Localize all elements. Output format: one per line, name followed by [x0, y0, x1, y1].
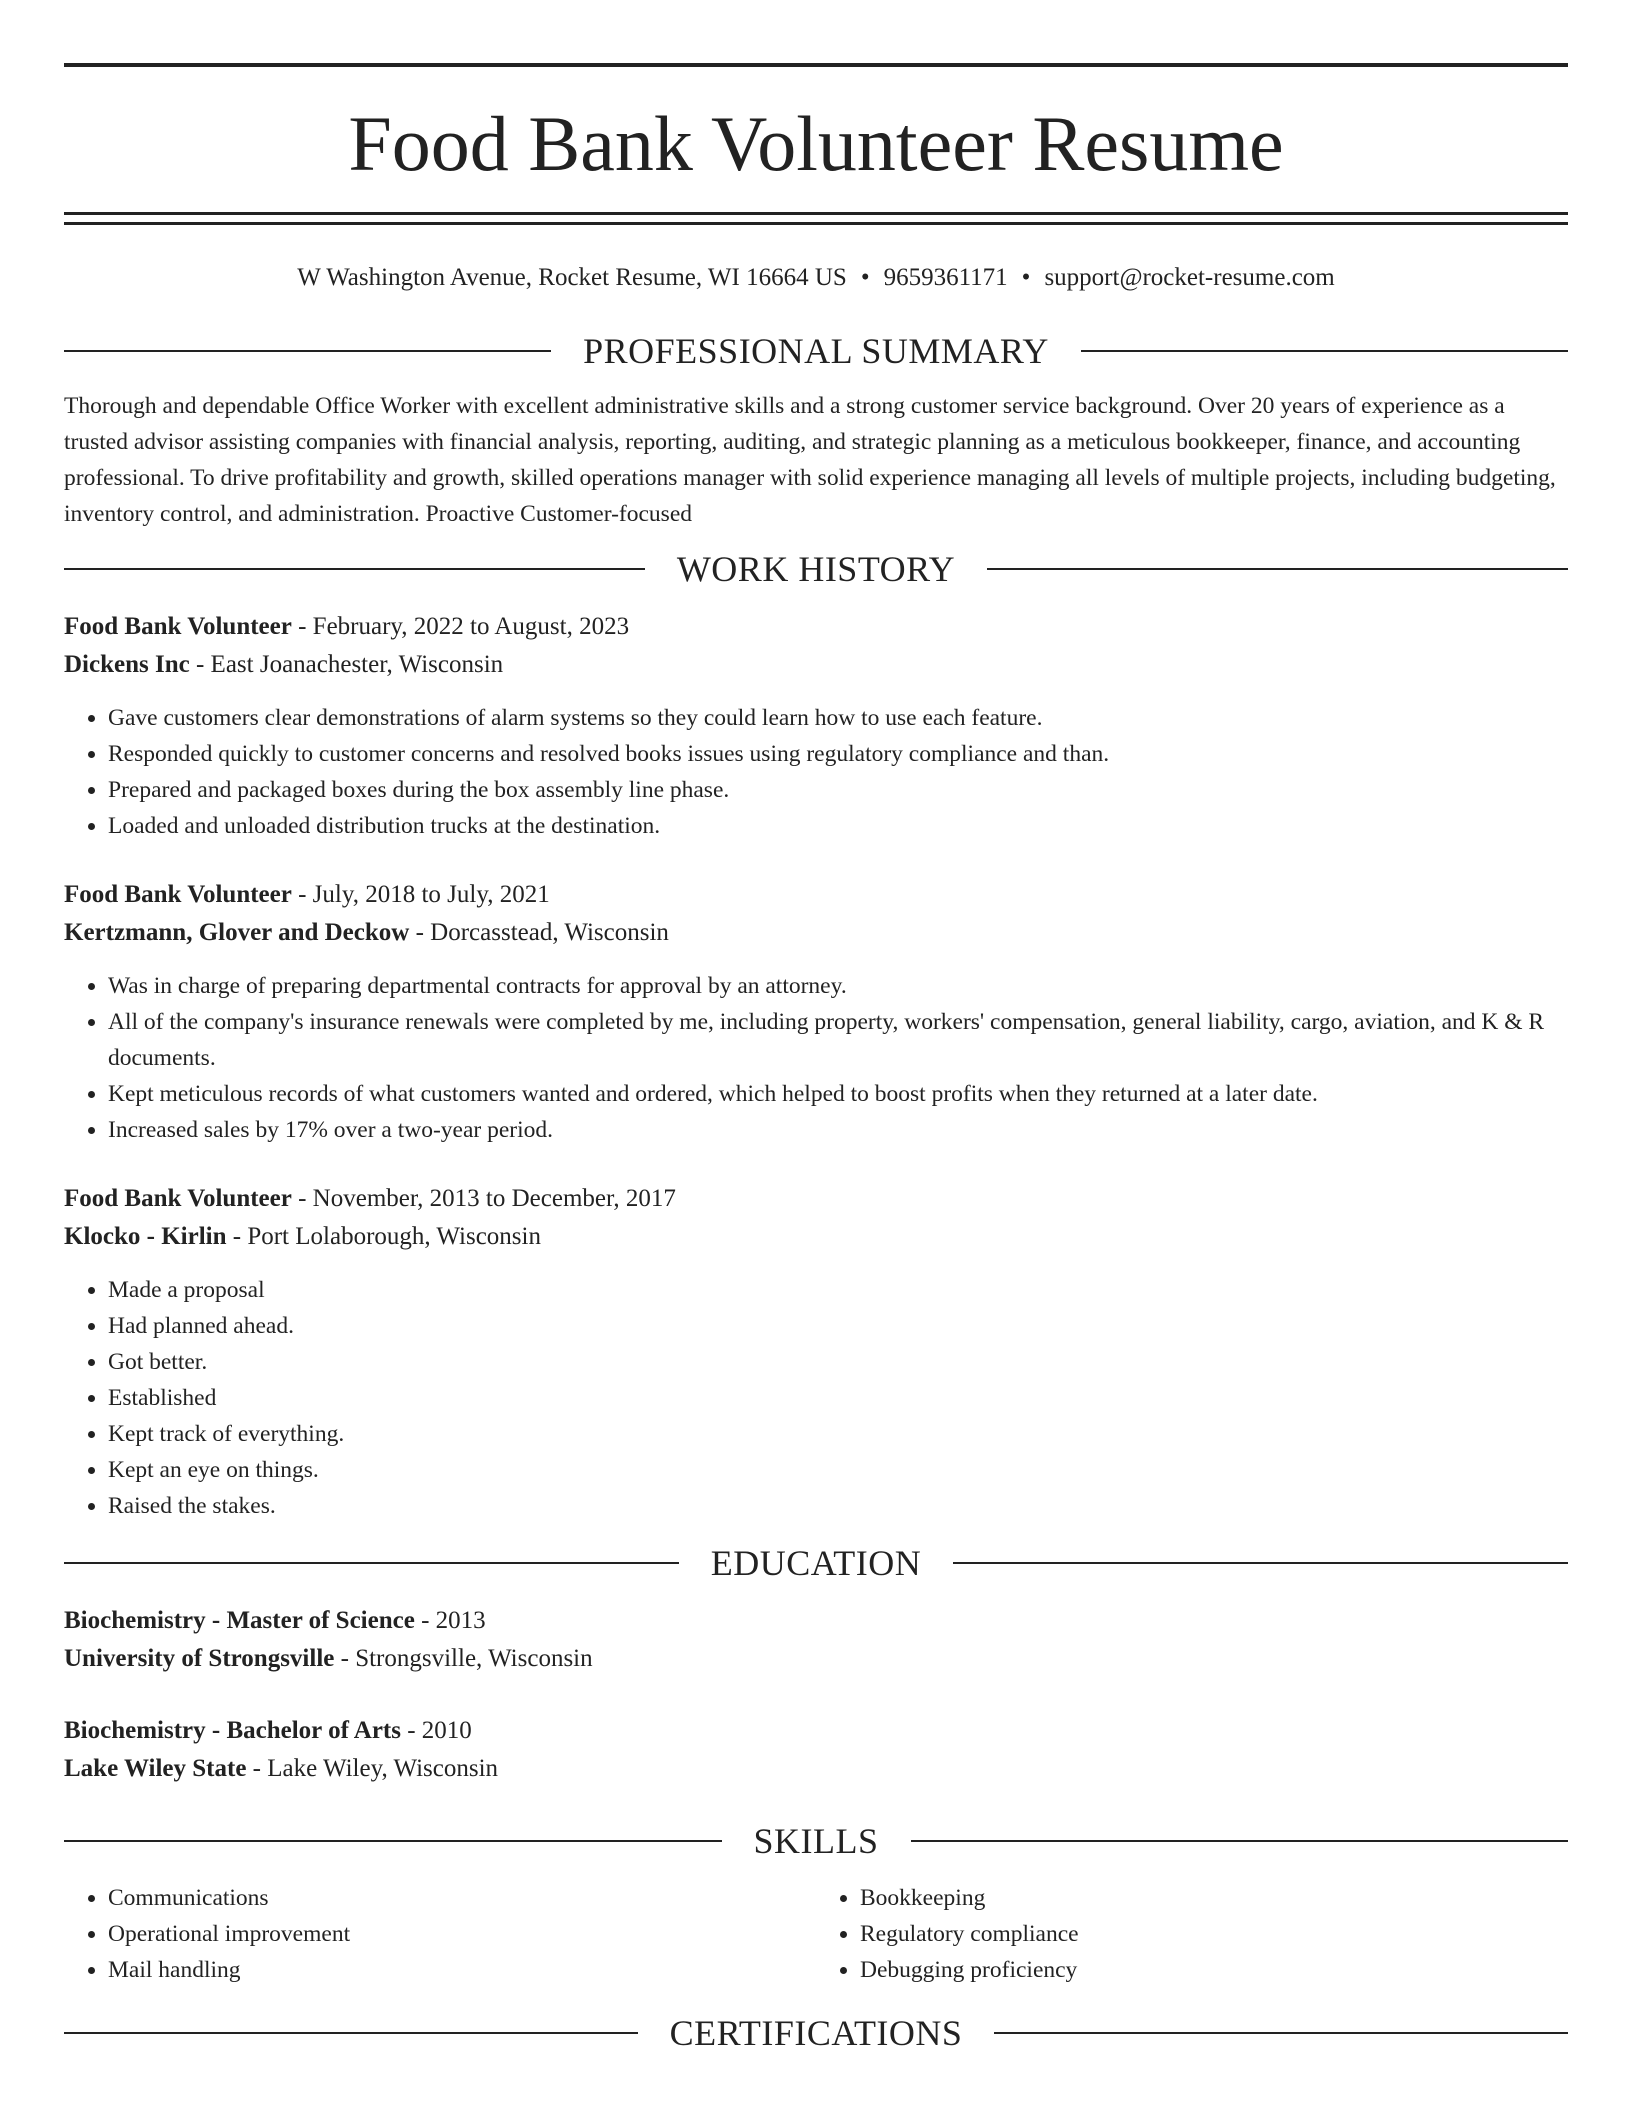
job-company: Dickens Inc	[64, 651, 190, 678]
skill-item: • Regulatory compliance	[860, 1916, 1568, 1952]
job-bullets	[64, 968, 1568, 1148]
list-item: • Raised the stakes.	[108, 1488, 1568, 1524]
job-title-line	[64, 876, 1568, 914]
section-divider	[64, 1840, 722, 1842]
list-item: • Kept an eye on things.	[108, 1452, 1568, 1488]
list-item: • Prepared and packaged boxes during the box assembly line phase.	[108, 772, 1568, 808]
skill-item: • Debugging proficiency	[860, 1952, 1568, 1988]
contact-separator: •	[860, 264, 870, 291]
list-item: • Had planned ahead.	[108, 1308, 1568, 1344]
job-location: - Port Lolaborough, Wisconsin	[226, 1223, 541, 1250]
section-divider	[64, 350, 551, 352]
section-divider	[64, 2032, 638, 2034]
summary-text: Thorough and dependable Office Worker with excellent administrative skills and a strong customer service background. Over 20 years of experience as a trusted advisor assisting companies with financial analysis, reporting, auditing, and strategic planning as a meticulous bookkeeper, finance, and accounting professional. To drive profitability and growth, skilled operations manager with solid experience managing all levels of multiple projects, including budgeting, inventory control, and administration. Proactive Customer-focused	[64, 393, 1556, 527]
list-item: • Kept track of everything.	[108, 1416, 1568, 1452]
contact-line	[64, 260, 1568, 296]
section-header-summary	[64, 326, 1568, 376]
skill-item: • Bookkeeping	[860, 1880, 1568, 1916]
job-title-line	[64, 608, 1568, 646]
job-title: Food Bank Volunteer	[64, 613, 292, 640]
job-company-line	[64, 1218, 1568, 1256]
section-header-work	[64, 544, 1568, 594]
job-company-line	[64, 646, 1568, 684]
school-location: - Lake Wiley, Wisconsin	[246, 1755, 499, 1782]
job-bullets	[64, 700, 1568, 844]
skills-column-left	[64, 1880, 816, 1988]
section-title: PROFESSIONAL SUMMARY	[583, 331, 1049, 371]
section-divider	[994, 2032, 1568, 2034]
section-divider	[1081, 350, 1568, 352]
contact-phone: 9659361171	[883, 264, 1008, 291]
list-item: • Responded quickly to customer concerns and resolved books issues using regulatory compliance and than.	[108, 736, 1568, 772]
list-item: • All of the company's insurance renewals were completed by me, including property, workers' compensation, general liability, cargo, aviation, and K & R documents.	[108, 1004, 1568, 1076]
school: University of Strongsville	[64, 1645, 335, 1672]
degree: Biochemistry - Master of Science	[64, 1607, 415, 1634]
section-divider	[64, 568, 645, 570]
job-title-line	[64, 1180, 1568, 1218]
education-entry	[64, 1602, 1568, 1678]
school: Lake Wiley State	[64, 1755, 247, 1782]
top-rule	[64, 63, 1568, 67]
list-item: • Was in charge of preparing departmental contracts for approval by an attorney.	[108, 968, 1568, 1004]
list-item: • Established	[108, 1380, 1568, 1416]
title-rule-upper	[64, 212, 1568, 215]
school-line	[64, 1750, 1568, 1788]
skill-item: • Communications	[108, 1880, 816, 1916]
degree-line	[64, 1712, 1568, 1750]
title-rule-lower	[64, 222, 1568, 225]
section-divider	[953, 1562, 1568, 1564]
skills-grid	[64, 1880, 1568, 1988]
job-company: Klocko - Kirlin	[64, 1223, 227, 1250]
job-dates: - November, 2013 to December, 2017	[291, 1185, 676, 1212]
section-divider	[911, 1840, 1569, 1842]
school-line	[64, 1640, 1568, 1678]
job-company-line	[64, 914, 1568, 952]
section-title: CERTIFICATIONS	[669, 2013, 963, 2053]
list-item: • Kept meticulous records of what customers wanted and ordered, which helped to boost profits when they returned at a later date.	[108, 1076, 1568, 1112]
skill-item: • Operational improvement	[108, 1916, 816, 1952]
list-item: • Made a proposal	[108, 1272, 1568, 1308]
job-location: - Dorcasstead, Wisconsin	[409, 919, 669, 946]
skill-item: • Mail handling	[108, 1952, 816, 1988]
job-entry	[64, 876, 1568, 1148]
job-entry	[64, 608, 1568, 844]
section-title: SKILLS	[753, 1821, 879, 1861]
list-item: • Got better.	[108, 1344, 1568, 1380]
section-divider	[64, 1562, 679, 1564]
section-header-skills	[64, 1816, 1568, 1866]
job-dates: - July, 2018 to July, 2021	[291, 881, 550, 908]
section-title: WORK HISTORY	[676, 549, 956, 589]
job-entry	[64, 1180, 1568, 1524]
job-company: Kertzmann, Glover and Deckow	[64, 919, 410, 946]
education-entry	[64, 1712, 1568, 1788]
section-title: EDUCATION	[710, 1543, 922, 1583]
job-title: Food Bank Volunteer	[64, 881, 292, 908]
school-location: - Strongsville, Wisconsin	[334, 1645, 593, 1672]
section-divider	[987, 568, 1568, 570]
degree-year: - 2013	[414, 1607, 486, 1634]
job-dates: - February, 2022 to August, 2023	[291, 613, 630, 640]
resume-page	[64, 0, 1568, 2058]
job-title: Food Bank Volunteer	[64, 1185, 292, 1212]
degree-line	[64, 1602, 1568, 1640]
list-item: • Increased sales by 17% over a two-year period.	[108, 1112, 1568, 1148]
resume-title: Food Bank Volunteer Resume	[348, 100, 1284, 187]
section-header-education	[64, 1538, 1568, 1588]
section-header-certifications	[64, 2008, 1568, 2058]
degree-year: - 2010	[400, 1717, 472, 1744]
list-item: • Loaded and unloaded distribution trucks at the destination.	[108, 808, 1568, 844]
list-item: • Gave customers clear demonstrations of alarm systems so they could learn how to use each feature.	[108, 700, 1568, 736]
job-location: - East Joanachester, Wisconsin	[189, 651, 504, 678]
contact-email: support@rocket-resume.com	[1044, 264, 1335, 291]
skills-column-right	[816, 1880, 1568, 1988]
degree: Biochemistry - Bachelor of Arts	[64, 1717, 401, 1744]
job-bullets	[64, 1272, 1568, 1524]
contact-separator: •	[1021, 264, 1031, 291]
contact-address: W Washington Avenue, Rocket Resume, WI 16664 US	[297, 264, 847, 291]
